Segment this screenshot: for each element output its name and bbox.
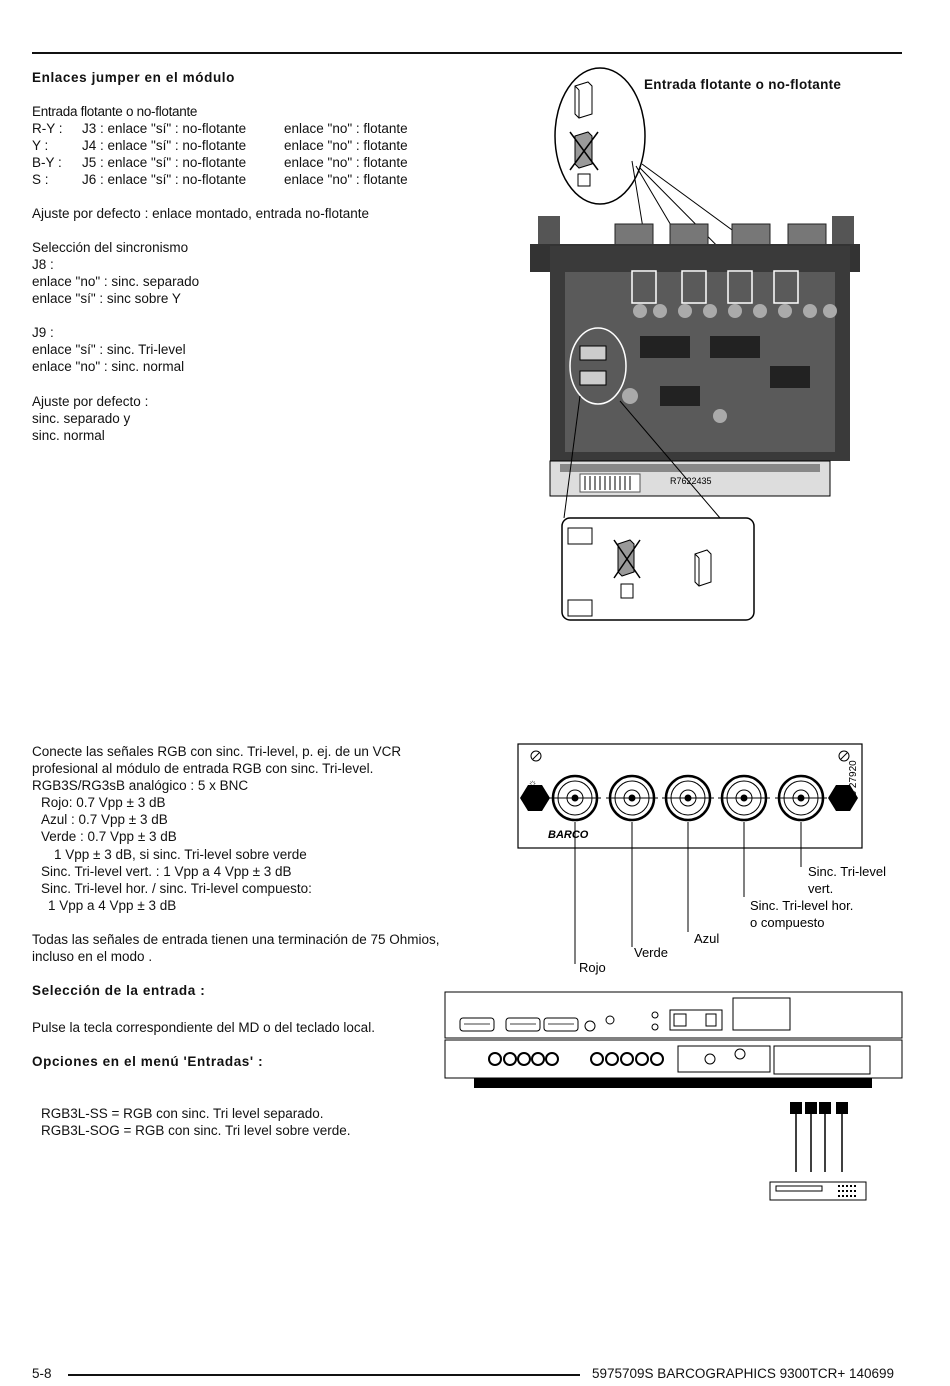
jumper-row-alt: enlace "no" : flotante — [284, 155, 408, 170]
default-setting-2: Ajuste por defecto : — [32, 394, 149, 409]
default-setting-2b: sinc. normal — [32, 428, 105, 443]
jumper-on-icon — [575, 82, 592, 118]
label-hor-1: Sinc. Tri-level hor. — [750, 898, 854, 913]
page-number: 5-8 — [32, 1366, 52, 1381]
option-sog: RGB3L-SOG = RGB con sinc. Tri level sobre verde. — [41, 1123, 351, 1138]
jumper-on-icon-2 — [695, 550, 711, 586]
intro-line-3: RGB3S/RG3sB analógico : 5 x BNC — [32, 778, 249, 793]
spec-hor: Sinc. Tri-level hor. / sinc. Tri-level compuesto: — [41, 881, 312, 896]
chassis-bnc — [621, 1053, 633, 1065]
label-hor-2: o compuesto — [750, 915, 825, 930]
doc-reference: 5975709S BARCOGRAPHICS 9300TCR+ 140699 — [592, 1366, 895, 1381]
bnc-panel-figure — [516, 742, 896, 982]
termination-1: Todas las señales de entrada tienen una terminación de 75 Ohmios, — [32, 932, 440, 947]
j8-si: enlace "sí" : sinc sobre Y — [32, 291, 181, 306]
jumper-row-alt: enlace "no" : flotante — [284, 172, 408, 187]
spec-rojo: Rojo: 0.7 Vpp ± 3 dB — [41, 795, 166, 810]
board-label: R7622435 — [670, 476, 712, 486]
spec-verde-sync: 1 Vpp ± 3 dB, si sinc. Tri-level sobre verde — [54, 847, 307, 862]
jumper-row-alt: enlace "no" : flotante — [284, 138, 408, 153]
svg-text:☼: ☼ — [528, 778, 538, 789]
default-setting-1: Ajuste por defecto : enlace montado, entrada no-flotante — [32, 206, 369, 221]
chassis-bnc — [606, 1053, 618, 1065]
jumper-row-jumper: J4 : enlace "sí" : no-flotante — [82, 138, 247, 153]
chassis-bnc — [591, 1053, 603, 1065]
jumper-row-jumper: J3 : enlace "sí" : no-flotante — [82, 121, 247, 136]
section1-heading: Enlaces jumper en el módulo — [32, 70, 235, 85]
termination-2: incluso en el modo . — [32, 949, 153, 964]
pcb-module-figure — [520, 66, 870, 626]
spec-verde: Verde : 0.7 Vpp ± 3 dB — [41, 829, 177, 844]
spec-hor-val: 1 Vpp a 4 Vpp ± 3 dB — [48, 898, 177, 913]
chassis-bnc — [546, 1053, 558, 1065]
j9-si: enlace "sí" : sinc. Tri-level — [32, 342, 186, 357]
label-verde: Verde — [634, 945, 668, 960]
sync-title: Selección del sincronismo — [32, 240, 189, 255]
option-ss: RGB3L-SS = RGB con sinc. Tri level separado. — [41, 1106, 324, 1121]
label-azul: Azul — [694, 931, 720, 946]
intro-line-1: Conecte las señales RGB con sinc. Tri-level, p. ej. de un VCR — [32, 744, 402, 759]
figure-title: Entrada flotante o no-flotante — [644, 77, 842, 92]
float-title: Entrada flotante o no-flotante — [32, 104, 198, 119]
chassis-bnc — [518, 1053, 530, 1065]
spec-vert: Sinc. Tri-level vert. : 1 Vpp a 4 Vpp ± 3 dB — [41, 864, 292, 879]
chassis-bnc — [651, 1053, 663, 1065]
jumper-row-alt: enlace "no" : flotante — [284, 121, 408, 136]
j9-label: J9 : — [32, 325, 54, 340]
footer-rule — [68, 1374, 580, 1376]
label-vert-2: vert. — [808, 881, 834, 896]
brand-logo: BARCO — [548, 829, 589, 841]
j8-label: J8 : — [32, 257, 54, 272]
chassis-bnc — [489, 1053, 501, 1065]
jumper-row-jumper: J6 : enlace "sí" : no-flotante — [82, 172, 247, 187]
jumper-row-label: S : — [32, 172, 49, 187]
chassis-bnc — [532, 1053, 544, 1065]
default-setting-2a: sinc. separado y — [32, 411, 131, 426]
intro-line-2: profesional al módulo de entrada RGB con sinc. Tri-level. — [32, 761, 374, 776]
jumper-row-label: Y : — [32, 138, 49, 153]
chassis-bnc — [636, 1053, 648, 1065]
label-vert-1: Sinc. Tri-level — [808, 864, 887, 879]
chassis-rear-figure — [444, 990, 904, 1204]
chassis-bnc — [504, 1053, 516, 1065]
selection-text: Pulse la tecla correspondiente del MD o del teclado local. — [32, 1020, 375, 1035]
selection-heading: Selección de la entrada : — [32, 983, 206, 998]
jumper-row-jumper: J5 : enlace "sí" : no-flotante — [82, 155, 247, 170]
j8-no: enlace "no" : sinc. separado — [32, 274, 200, 289]
j9-no: enlace "no" : sinc. normal — [32, 359, 185, 374]
label-rojo: Rojo — [579, 960, 606, 975]
spec-azul: Azul : 0.7 Vpp ± 3 dB — [41, 812, 168, 827]
top-rule — [32, 52, 902, 54]
options-heading: Opciones en el menú 'Entradas' : — [32, 1054, 264, 1069]
panel-code: 98 27920 — [848, 760, 859, 802]
jumper-row-label: B-Y : — [32, 155, 62, 170]
jumper-row-label: R-Y : — [32, 121, 63, 136]
